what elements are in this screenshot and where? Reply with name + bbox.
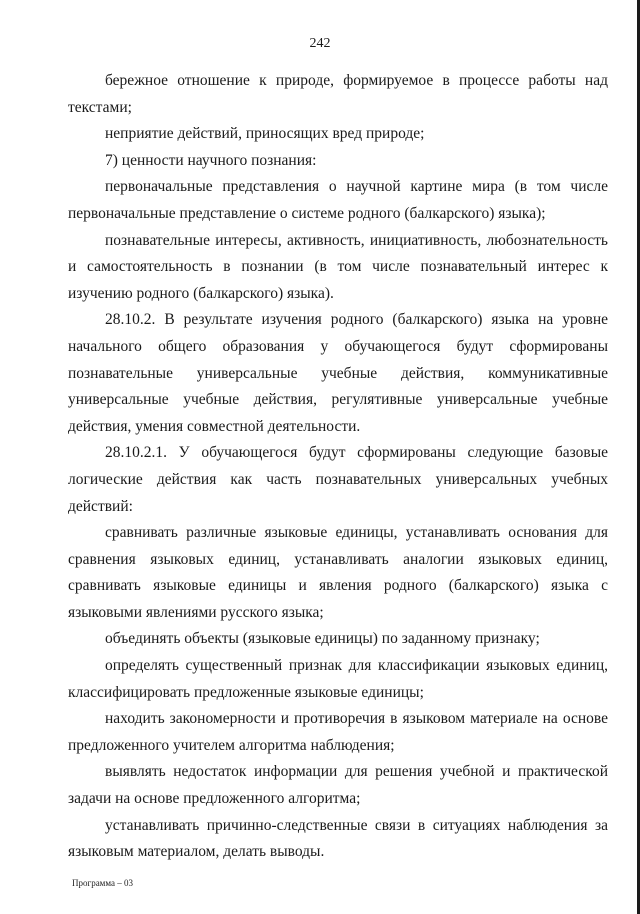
- paragraph: познавательные интересы, активность, инициативность, любознательность и самостоятельность в познании (в том числе познавательный интерес к изучению родного (балкарского) языка).: [68, 231, 608, 302]
- paragraph: 7) ценности научного познания:: [105, 151, 317, 169]
- paragraph: объединять объекты (языковые единицы) по заданному признаку;: [105, 630, 540, 648]
- paragraph: устанавливать причинно-следственные связи в ситуациях наблюдения за языковым материалом, делать выводы.: [68, 816, 608, 861]
- paragraph: определять существенный признак для классификации языковых единиц, классифицировать предложенные языковые единицы;: [68, 657, 608, 701]
- footer-label: Программа – 03: [72, 878, 134, 888]
- paragraph: находить закономерности и противоречия в языковом материале на основе предложенного учителем алгоритма наблюдения;: [68, 710, 608, 754]
- paragraph: бережное отношение к природе, формируемое в процессе работы над текстами;: [68, 72, 608, 116]
- body-text: [68, 68, 608, 866]
- paragraph: сравнивать различные языковые единицы, устанавливать основания для сравнения языковых единиц, устанавливать аналогии языковых единиц, сравнивать языковые единицы и явления родного (балкарского) языка с языковыми явлениями русского языка;: [68, 524, 608, 621]
- paragraph: неприятие действий, приносящих вред природе;: [105, 125, 425, 143]
- paragraph: 28.10.2.1. У обучающегося будут сформированы следующие базовые логические действия как часть познавательных универсальных учебных действий:: [68, 444, 608, 515]
- paragraph: выявлять недостаток информации для решения учебной и практической задачи на основе предложенного алгоритма;: [68, 763, 608, 808]
- page-number: 242: [309, 36, 331, 51]
- paragraph: 28.10.2. В результате изучения родного (балкарского) языка на уровне начального общего образования у обучающегося будут сформированы познавательные универсальные учебные действия, коммуникативные универсальные учебные действия, регулятивные универсальные учебные действия, умения совместной деятельности.: [68, 311, 608, 435]
- paragraph: первоначальные представления о научной картине мира (в том числе первоначальные представление о системе родного (балкарского) языка);: [68, 178, 608, 222]
